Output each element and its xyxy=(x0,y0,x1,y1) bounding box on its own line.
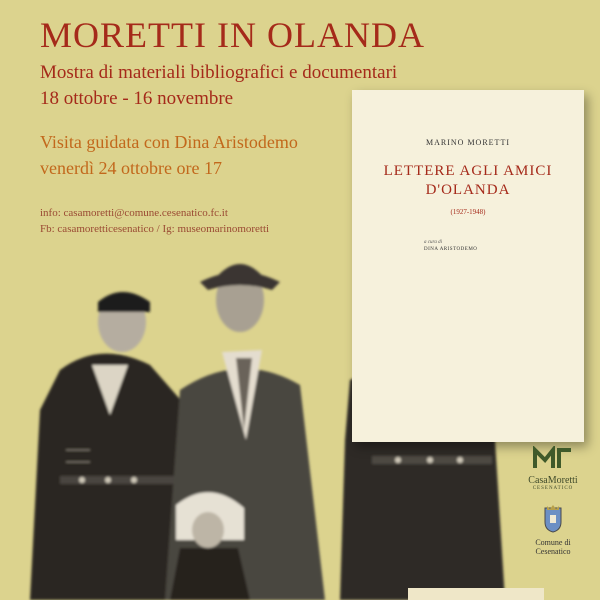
contact-email[interactable]: info: casamoretti@comune.cesenatico.fc.it xyxy=(40,207,228,219)
contact-social[interactable]: Fb: casamoretticesenatico / Ig: museomarinomoretti xyxy=(40,223,270,235)
casamoretti-sub: CESENATICO xyxy=(532,486,574,491)
book-title-line-2: D'OLANDA xyxy=(425,182,511,198)
event-title: MORETTI IN OLANDA xyxy=(40,15,425,55)
book-cover xyxy=(352,90,584,442)
comune-label-line-2: Cesenatico xyxy=(535,547,571,556)
casamoretti-name: CasaMoretti xyxy=(528,475,578,486)
book-title xyxy=(352,162,584,200)
event-dates: 18 ottobre - 16 novembre xyxy=(40,88,234,109)
book-curator: DINA ARISTODEMO xyxy=(424,247,478,252)
comune-logo xyxy=(526,505,580,556)
guided-visit-line: Visita guidata con Dina Aristodemo xyxy=(40,132,298,152)
casamoretti-logo xyxy=(520,446,586,491)
book-title-line-1: LETTERE AGLI AMICI xyxy=(383,163,553,179)
casamoretti-mark-icon xyxy=(533,446,573,470)
comune-label-line-1: Comune di xyxy=(535,538,571,547)
book-curator-label: a cura di xyxy=(424,240,443,245)
book-years: (1927-1948) xyxy=(450,208,486,216)
city-crest-icon xyxy=(541,505,565,533)
book-author: MARINO MORETTI xyxy=(426,138,510,147)
event-subtitle: Mostra di materiali bibliografici e documentari xyxy=(40,62,398,83)
guided-visit-date: venerdì 24 ottobre ore 17 xyxy=(40,158,222,178)
document-edge xyxy=(408,588,544,600)
